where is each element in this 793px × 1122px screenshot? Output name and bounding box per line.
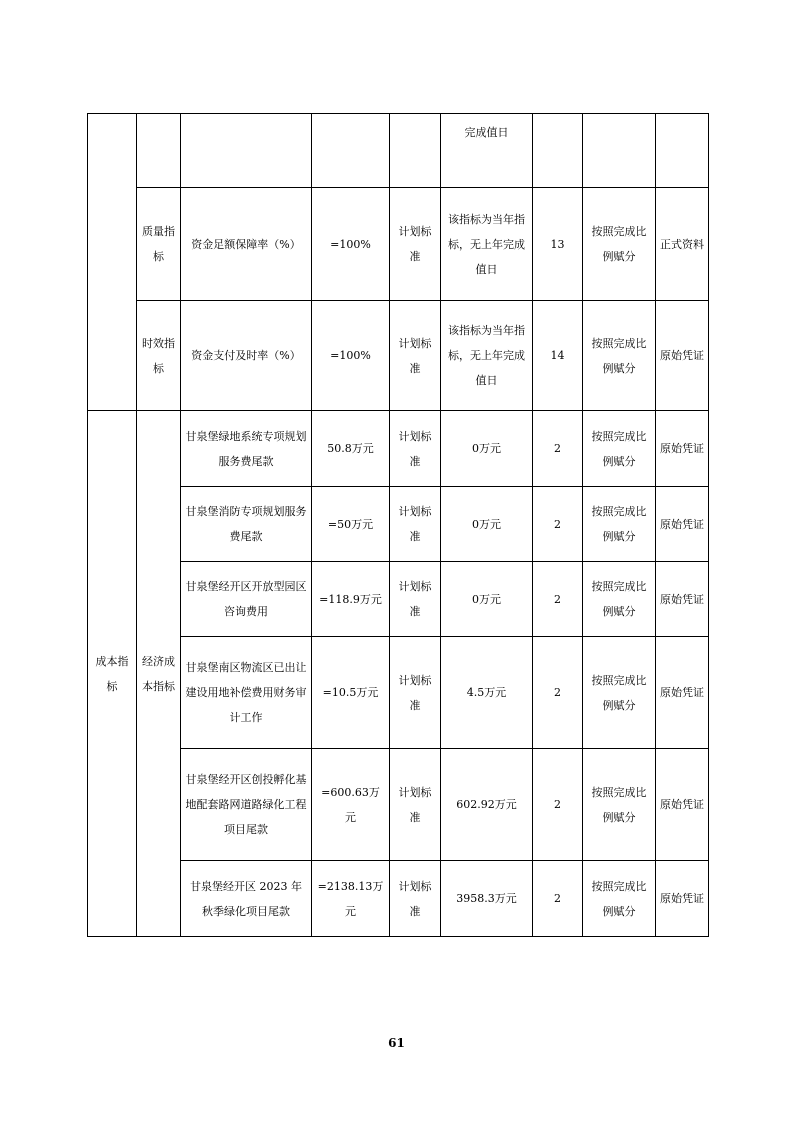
table-row <box>88 188 709 301</box>
indicator-cell: 资金足额保障率（%） <box>181 188 312 301</box>
evidence-cell: 正式资料 <box>656 188 709 301</box>
standard-value-cell: 该指标为当年指标，无上年完成值日 <box>441 188 533 301</box>
level2-cell: 质量指标 <box>137 188 181 301</box>
level2-cell: 经济成本指标 <box>137 411 181 937</box>
target-cell: =118.9万元 <box>312 562 390 637</box>
target-cell: =2138.13万元 <box>312 861 390 937</box>
evidence-cell: 原始凭证 <box>656 562 709 637</box>
standard-cell: 计划标准 <box>390 188 441 301</box>
evidence-cell: 原始凭证 <box>656 637 709 749</box>
indicator-cell: 甘泉堡经开区 2023 年秋季绿化项目尾款 <box>181 861 312 937</box>
standard-cell: 计划标准 <box>390 411 441 487</box>
indicator-cell: 甘泉堡南区物流区已出让建设用地补偿费用财务审计工作 <box>181 637 312 749</box>
standard-value-cell: 3958.3万元 <box>441 861 533 937</box>
score-cell: 2 <box>533 411 583 487</box>
score-cell: 2 <box>533 562 583 637</box>
indicator-cell: 甘泉堡经开区开放型园区咨询费用 <box>181 562 312 637</box>
method-cell: 按照完成比例赋分 <box>583 861 656 937</box>
table-row <box>88 487 709 562</box>
table-row <box>88 749 709 861</box>
target-cell: =600.63万元 <box>312 749 390 861</box>
standard-cell: 计划标准 <box>390 487 441 562</box>
table-row <box>88 301 709 411</box>
standard-cell-blank <box>390 114 441 188</box>
evidence-cell: 原始凭证 <box>656 749 709 861</box>
standard-cell: 计划标准 <box>390 749 441 861</box>
standard-cell: 计划标准 <box>390 861 441 937</box>
indicator-cell: 甘泉堡绿地系统专项规划服务费尾款 <box>181 411 312 487</box>
standard-value-cell: 4.5万元 <box>441 637 533 749</box>
method-cell: 按照完成比例赋分 <box>583 487 656 562</box>
table-row <box>88 411 709 487</box>
evidence-cell: 原始凭证 <box>656 301 709 411</box>
evidence-cell-blank <box>656 114 709 188</box>
table-row <box>88 861 709 937</box>
standard-value-cell: 0万元 <box>441 562 533 637</box>
method-cell: 按照完成比例赋分 <box>583 749 656 861</box>
table-row <box>88 562 709 637</box>
level2-cell: 时效指标 <box>137 301 181 411</box>
indicator-cell: 甘泉堡经开区创投孵化基地配套路网道路绿化工程项目尾款 <box>181 749 312 861</box>
method-cell: 按照完成比例赋分 <box>583 411 656 487</box>
score-cell: 2 <box>533 637 583 749</box>
standard-value-cell: 完成值日 <box>441 114 533 188</box>
score-cell-blank <box>533 114 583 188</box>
standard-value-cell: 602.92万元 <box>441 749 533 861</box>
score-cell: 2 <box>533 749 583 861</box>
level2-cell-blank <box>137 114 181 188</box>
target-cell: =10.5万元 <box>312 637 390 749</box>
method-cell: 按照完成比例赋分 <box>583 562 656 637</box>
indicator-cell: 甘泉堡消防专项规划服务费尾款 <box>181 487 312 562</box>
method-cell: 按照完成比例赋分 <box>583 188 656 301</box>
indicator-cell: 资金支付及时率（%） <box>181 301 312 411</box>
table-row <box>88 114 709 188</box>
target-cell: =100% <box>312 188 390 301</box>
method-cell-blank <box>583 114 656 188</box>
standard-value-cell: 0万元 <box>441 487 533 562</box>
score-cell: 2 <box>533 861 583 937</box>
performance-indicator-table <box>87 113 709 937</box>
level1-cell: 成本指标 <box>88 411 137 937</box>
target-cell: 50.8万元 <box>312 411 390 487</box>
page-number: 61 <box>388 1036 405 1050</box>
evidence-cell: 原始凭证 <box>656 861 709 937</box>
score-cell: 14 <box>533 301 583 411</box>
indicator-cell-blank <box>181 114 312 188</box>
standard-cell: 计划标准 <box>390 562 441 637</box>
standard-value-cell: 0万元 <box>441 411 533 487</box>
standard-value-cell: 该指标为当年指标，无上年完成值日 <box>441 301 533 411</box>
target-cell: =50万元 <box>312 487 390 562</box>
evidence-cell: 原始凭证 <box>656 411 709 487</box>
score-cell: 2 <box>533 487 583 562</box>
method-cell: 按照完成比例赋分 <box>583 301 656 411</box>
score-cell: 13 <box>533 188 583 301</box>
target-cell-blank <box>312 114 390 188</box>
table-row <box>88 637 709 749</box>
level1-cell-blank <box>88 114 137 411</box>
evidence-cell: 原始凭证 <box>656 487 709 562</box>
standard-cell: 计划标准 <box>390 637 441 749</box>
method-cell: 按照完成比例赋分 <box>583 637 656 749</box>
standard-cell: 计划标准 <box>390 301 441 411</box>
target-cell: =100% <box>312 301 390 411</box>
